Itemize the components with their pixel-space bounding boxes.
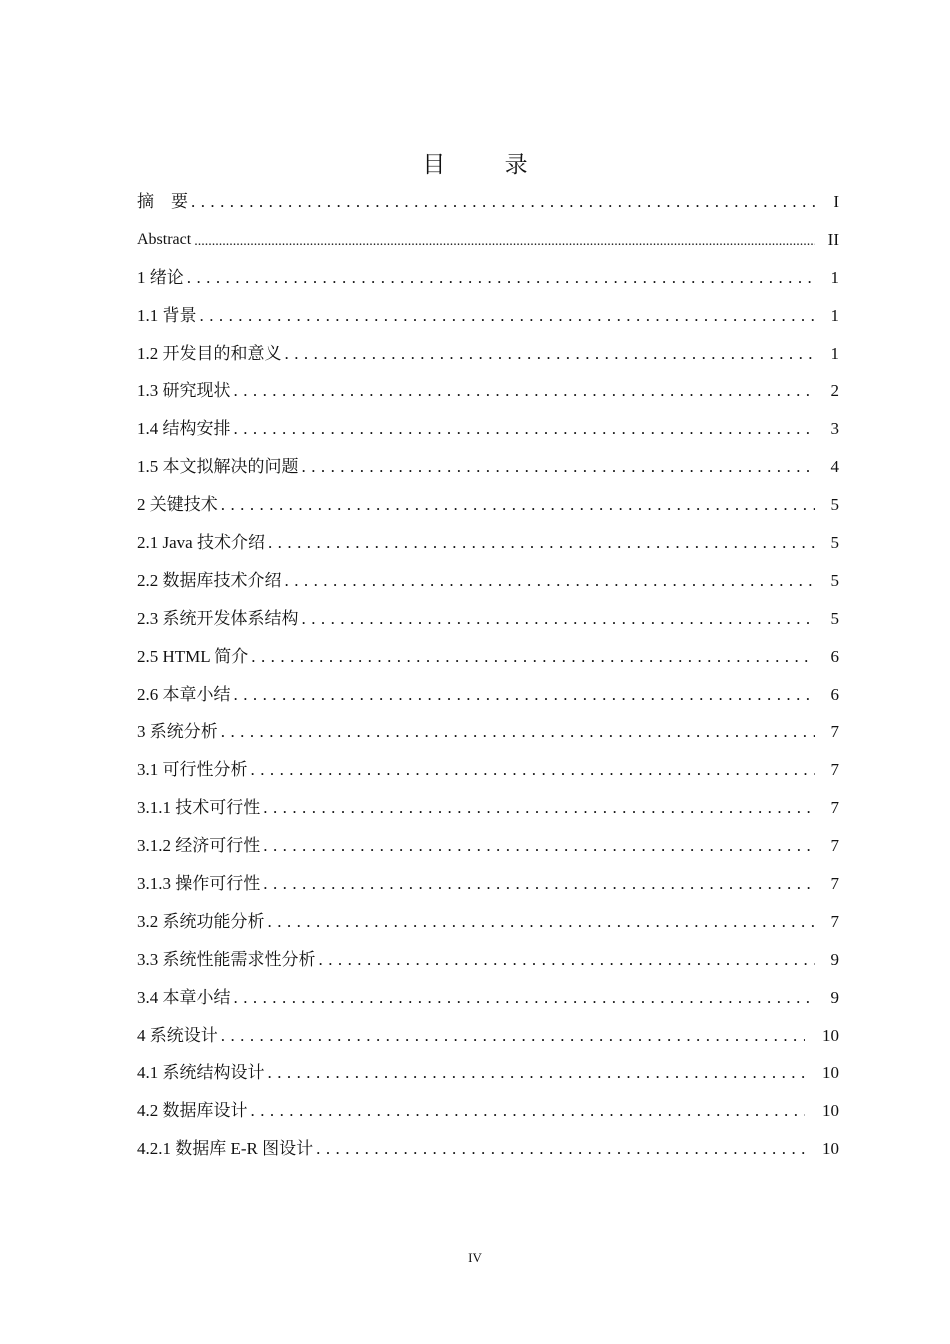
- toc-leader-dots: [285, 344, 816, 364]
- toc-entry-label: 3 系统分析: [137, 722, 218, 742]
- toc-entry-label: 2.6 本章小结: [137, 684, 231, 704]
- toc-entry[interactable]: [137, 941, 839, 979]
- toc-leader-dots: [316, 1139, 805, 1159]
- toc-entry[interactable]: [137, 1017, 839, 1055]
- toc-leader-dots: [268, 912, 816, 932]
- toc-entry[interactable]: [137, 524, 839, 562]
- toc-title: 目 录: [422, 152, 554, 178]
- toc-entry[interactable]: [137, 259, 839, 297]
- toc-entry[interactable]: [137, 751, 839, 789]
- toc-entry-label: Abstract: [137, 230, 192, 248]
- toc-entry[interactable]: [137, 410, 839, 448]
- toc-leader-dots: [263, 798, 815, 818]
- toc-entry-page: 7: [830, 911, 839, 931]
- toc-leader-dots: [200, 306, 816, 326]
- toc-entry-page: 7: [830, 760, 839, 780]
- toc-entry-page: 5: [830, 532, 839, 552]
- toc-entry-label: 3.1.3 操作可行性: [137, 873, 261, 893]
- toc-entry-label: 3.1 可行性分析: [137, 760, 248, 780]
- toc-entry-label: 4.2 数据库设计: [137, 1101, 248, 1121]
- toc-entry[interactable]: [137, 903, 839, 941]
- toc-entry-label: 1.3 研究现状: [137, 381, 231, 401]
- toc-entry[interactable]: [137, 448, 839, 486]
- toc-leader-dots: [268, 1063, 806, 1083]
- toc-entry-label: 1.2 开发目的和意义: [137, 343, 282, 363]
- toc-entry-label: 2.5 HTML 简介: [137, 646, 249, 666]
- toc-entry-page: 9: [830, 949, 839, 969]
- toc-leader-dots: [234, 988, 816, 1008]
- toc-leader-dots: [302, 457, 816, 477]
- toc-entry-label: 4 系统设计: [137, 1025, 218, 1045]
- toc-leader-dots: [194, 230, 815, 250]
- toc-entry-page: 4: [830, 457, 839, 477]
- toc-entry-page: 3: [830, 419, 839, 439]
- toc-list: [137, 183, 839, 1168]
- toc-entry-page: 6: [830, 684, 839, 704]
- toc-entry-label: 4.1 系统结构设计: [137, 1063, 265, 1083]
- toc-entry-page: 10: [822, 1063, 839, 1083]
- toc-entry-label: 2.2 数据库技术介绍: [137, 570, 282, 590]
- toc-leader-dots: [263, 836, 815, 856]
- toc-entry-label: 4.2.1 数据库 E-R 图设计: [137, 1139, 314, 1159]
- page-number: IV: [468, 1250, 482, 1265]
- toc-entry-label: 3.3 系统性能需求性分析: [137, 949, 316, 969]
- toc-entry-page: 7: [830, 836, 839, 856]
- toc-leader-dots: [251, 647, 815, 667]
- toc-entry-page: 7: [830, 798, 839, 818]
- toc-leader-dots: [302, 609, 816, 629]
- toc-leader-dots: [221, 1026, 805, 1046]
- toc-entry-page: 5: [830, 608, 839, 628]
- toc-entry[interactable]: [137, 827, 839, 865]
- toc-entry-page: 5: [830, 495, 839, 515]
- toc-entry[interactable]: [137, 979, 839, 1017]
- toc-entry-label: 3.1.1 技术可行性: [137, 798, 261, 818]
- toc-leader-dots: [263, 874, 815, 894]
- toc-entry-page: 7: [830, 722, 839, 742]
- toc-leader-dots: [234, 381, 816, 401]
- toc-entry-page: 1: [830, 343, 839, 363]
- toc-leader-dots: [251, 1101, 806, 1121]
- toc-entry[interactable]: [137, 865, 839, 903]
- toc-entry-page: 9: [830, 987, 839, 1007]
- toc-entry[interactable]: [137, 789, 839, 827]
- toc-entry[interactable]: [137, 297, 839, 335]
- toc-entry-page: 7: [830, 873, 839, 893]
- toc-leader-dots: [268, 533, 815, 553]
- toc-entry-label: 2 关键技术: [137, 495, 218, 515]
- toc-entry[interactable]: [137, 486, 839, 524]
- toc-entry-label: 1 绪论: [137, 267, 184, 287]
- toc-entry-page: I: [833, 191, 839, 211]
- toc-entry-label: 摘 要: [137, 191, 188, 211]
- toc-entry[interactable]: [137, 183, 839, 221]
- toc-entry-page: 6: [830, 646, 839, 666]
- toc-entry-label: 1.5 本文拟解决的问题: [137, 457, 299, 477]
- toc-entry[interactable]: [137, 676, 839, 714]
- toc-entry-label: 2.1 Java 技术介绍: [137, 532, 265, 552]
- toc-leader-dots: [221, 722, 815, 742]
- toc-entry-page: II: [827, 229, 839, 249]
- toc-leader-dots: [234, 419, 816, 439]
- toc-entry-page: 2: [830, 381, 839, 401]
- toc-leader-dots: [285, 571, 816, 591]
- toc-entry-label: 3.2 系统功能分析: [137, 911, 265, 931]
- toc-leader-dots: [251, 760, 816, 780]
- toc-leader-dots: [191, 192, 815, 212]
- toc-entry-page: 10: [822, 1025, 839, 1045]
- toc-entry-label: 3.1.2 经济可行性: [137, 836, 261, 856]
- toc-entry-page: 10: [822, 1101, 839, 1121]
- toc-entry[interactable]: [137, 335, 839, 373]
- toc-entry[interactable]: [137, 600, 839, 638]
- toc-entry-page: 5: [830, 570, 839, 590]
- toc-entry-label: 1.1 背景: [137, 305, 197, 325]
- toc-entry-page: 10: [822, 1139, 839, 1159]
- toc-entry[interactable]: [137, 1054, 839, 1092]
- toc-entry[interactable]: [137, 638, 839, 676]
- toc-entry-page: 1: [830, 267, 839, 287]
- toc-entry-label: 3.4 本章小结: [137, 987, 231, 1007]
- toc-entry-page: 1: [830, 305, 839, 325]
- toc-entry[interactable]: [137, 713, 839, 751]
- toc-leader-dots: [187, 268, 815, 288]
- toc-entry-label: 2.3 系统开发体系结构: [137, 608, 299, 628]
- toc-entry[interactable]: [137, 562, 839, 600]
- toc-entry[interactable]: [137, 221, 839, 259]
- toc-leader-dots: [319, 950, 816, 970]
- toc-leader-dots: [221, 495, 815, 515]
- toc-entry-label: 1.4 结构安排: [137, 419, 231, 439]
- toc-entry[interactable]: [137, 372, 839, 410]
- toc-leader-dots: [234, 685, 816, 705]
- toc-entry[interactable]: [137, 1130, 839, 1168]
- toc-entry[interactable]: [137, 1092, 839, 1130]
